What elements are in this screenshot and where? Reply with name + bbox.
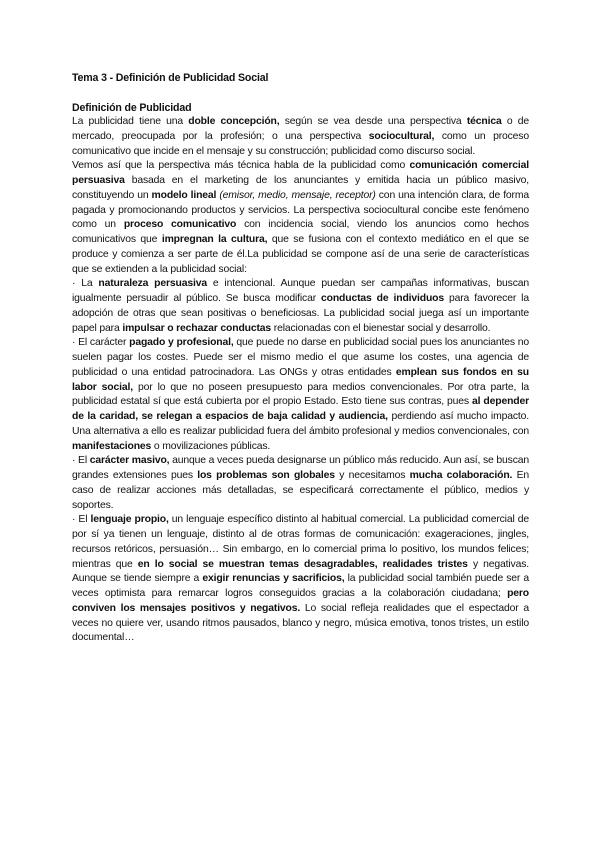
paragraph-definition: La publicidad tiene una doble concepción, según se vea desde una perspectiva técnica o de mercado, preocupada por la profesión; o una perspectiva sociocultural, como un proceso comunicativo que incide en el mensaje y su construcción; publicidad como discurso social. bbox=[72, 116, 529, 157]
paragraph-own-language: · El lenguaje propio, un lenguaje específico distinto al habitual comercial. La publicidad comercial de por sí ya tienen un lenguaje, distinto al de otras formas de comunicación: exageraciones, jingles, recursos retóricos, persuasión… Sin embargo, en lo comercial prima lo positivo, los mundos felices; mientras que en lo social se muestran temas desagradables, realidades tristes y negativas. Aunque se tiende siempre a exigir renuncias y sacrificios, la publicidad social también puede ser a veces optimista para remarcar logros conseguidos gracias a la colaboración ciudadana; pero conviven los mensajes positivos y negativos. Lo social refleja realidades que el espectador a veces no quiere ver, usando ritmos pausados, blanco y negro, música emotiva, tonos tristes, un estilo documental… bbox=[72, 514, 529, 644]
paragraph-perspectives: Vemos así que la perspectiva más técnica habla de la publicidad como comunicación comercial persuasiva basada en el marketing de los anunciantes y emitida hacia un público masivo, constituyendo un modelo lineal (emisor, medio, mensaje, receptor) con una intención clara, de forma pagada y promocionando productos y servicios. La perspectiva sociocultural concibe este fenómeno como un proceso comunicativo con incidencia social, viendo los anuncios como hechos comunicativos que impregnan la cultura, que se fusiona con el contexto mediático en el que se produce y comienza a ser parte de él.La publicidad se compone así de una serie de características que se extienden a la publicidad social: bbox=[72, 160, 530, 275]
document-body bbox=[72, 71, 529, 646]
paragraph-paid-professional: · El carácter pagado y profesional, que puede no darse en publicidad social pues los anunciantes no suelen pagar los costes. Puede ser el mismo medio el que asume los costes, una agencia de publicidad o una entidad patrocinadora. Las ONGs y otras entidades emplean sus fondos en su labor social, por lo que no poseen presupuesto para medios convencionales. Por otra parte, la publicidad estatal sí que está cubierta por el propio Estado. Esto tiene sus contras, pues al depender de la caridad, se relegan a espacios de baja calidad y audiencia, perdiendo así mucho impacto. Una alternativa a ello es realizar publicidad fuera del ámbito profesional y medios convencionales, con manifestaciones o movilizaciones públicas. bbox=[72, 337, 530, 452]
paragraph-mass-character: · El carácter masivo, aunque a veces pueda designarse un público más reducido. Aun así, se buscan grandes extensiones pues los problemas son globales y necesitamos mucha colaboración. En caso de realizar acciones más detalladas, se especificará correctamente el público, medios y soportes. bbox=[72, 455, 529, 511]
section-heading: Definición de Publicidad bbox=[72, 102, 192, 114]
document-title: Tema 3 - Definición de Publicidad Social bbox=[72, 72, 269, 84]
paragraph-persuasive-nature: · La naturaleza persuasiva e intencional. Aunque puedan ser campañas informativas, buscan igualmente persuadir al público. Se busca modificar conductas de individuos para favorecer la adopción de otras que sean positivas o beneficiosas. La publicidad social juega así un importante papel para impulsar o rechazar conductas relacionadas con el bienestar social y desarrollo. bbox=[72, 278, 529, 334]
